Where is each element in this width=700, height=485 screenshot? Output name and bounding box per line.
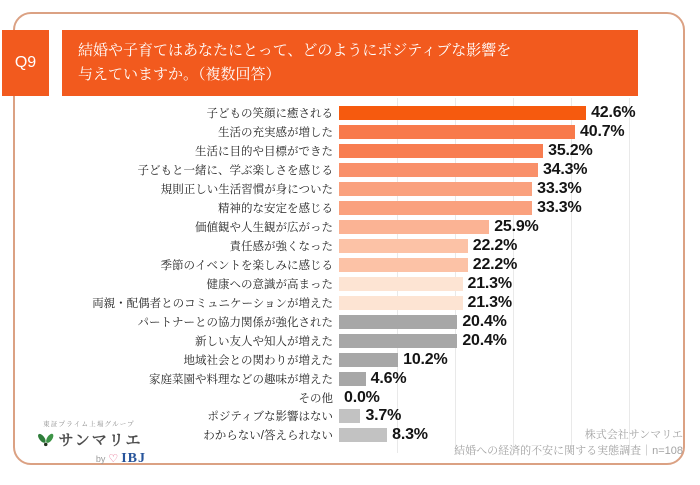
category-label: 子どもと一緒に、学ぶ楽しさを感じる [137,165,333,178]
bar-rows [0,104,700,445]
logo-group-text: 東証プライム上場グループ [43,421,135,428]
bar [339,106,586,120]
chart-row [0,293,700,312]
value-label: 3.7% [365,407,402,425]
question-title-line2: 与えていますか。（複数回答） [78,66,281,83]
leaves-icon [36,432,56,448]
category-label: 健康への意識が高まった [206,278,333,291]
question-title-box [62,30,638,96]
chart-row [0,199,700,218]
source-company: 株式会社サンマリエ [584,429,683,441]
ibj-logo-text: IBJ [121,451,146,466]
bar [339,315,457,329]
category-label: 生活の充実感が増した [218,127,333,140]
bar [339,163,538,177]
chart-row [0,237,700,256]
bar [339,239,468,253]
category-label: 規則正しい生活習慣が身についた [160,184,333,197]
category-label: パートナーとの協力関係が強化された [137,316,333,329]
source-note [454,428,683,460]
value-label: 22.2% [472,255,518,273]
value-label: 33.3% [537,180,582,198]
chart-row [0,161,700,180]
category-label: 両親・配偶者とのコミュニケーションが増えた [92,297,333,310]
bar [339,296,463,310]
category-label: わからない/答えられない [203,430,333,443]
category-label: ポジティブな影響はない [207,411,333,424]
bar [339,144,543,158]
chart-row [0,123,700,142]
source-survey: 結婚への経済的不安に関する実態調査｜n=108 [454,444,683,457]
value-label: 21.3% [467,293,512,311]
value-label: 4.6% [370,369,407,387]
question-number: Q9 [14,54,37,71]
value-label: 22.2% [472,237,518,255]
value-label: 0.0% [344,388,380,406]
bar [339,201,532,215]
value-label: 42.6% [591,104,636,122]
category-label: 責任感が強くなった [229,241,333,254]
chart-row [0,312,700,331]
category-label: 家庭菜園や料理などの趣味が増えた [149,373,333,386]
bar [339,258,468,272]
chart-row [0,274,700,293]
bar [339,353,398,367]
chart-row [0,350,700,369]
chart-row [0,369,700,388]
bar [339,182,532,196]
question-title-line1: 結婚や子育てはあなたにとって、どのようにポジティブな影響を [78,42,512,59]
value-label: 10.2% [403,350,448,368]
chart-row [0,104,700,123]
value-label: 40.7% [580,123,625,141]
brand-name: サンマリエ [58,432,143,449]
value-label: 21.3% [467,274,512,292]
sunmarie-logo [24,419,154,467]
bar [339,372,366,386]
bar [339,409,360,423]
bar [339,220,489,234]
category-label: 精神的な安定を感じる [218,203,333,216]
value-label: 20.4% [462,331,507,349]
category-label: 新しい友人や知人が増えた [195,335,333,348]
value-label: 8.3% [392,426,428,444]
bar-chart [0,104,700,445]
chart-row [0,180,700,199]
value-label: 25.9% [494,218,539,236]
bar [339,277,463,291]
by-label: by [95,454,106,464]
value-label: 35.2% [548,142,593,160]
bar [339,428,387,442]
value-label: 20.4% [462,312,507,330]
category-label: 季節のイベントを楽しみに感じる [160,259,333,272]
heart-icon: ♡ [108,452,119,465]
chart-row [0,256,700,275]
chart-row [0,388,700,407]
category-label: 価値観や人生観が広がった [195,222,333,235]
question-number-badge [2,30,49,96]
category-label: 子どもの笑顔に癒される [206,108,333,121]
chart-row [0,218,700,237]
bar [339,334,457,348]
value-label: 33.3% [537,199,582,217]
chart-row [0,142,700,161]
category-label: 生活に目的や目標ができた [195,146,333,159]
bar [339,125,575,139]
value-label: 34.3% [542,161,588,179]
category-label: 地域社会との関わりが増えた [183,354,333,367]
category-label: その他 [298,392,333,405]
chart-row [0,331,700,350]
